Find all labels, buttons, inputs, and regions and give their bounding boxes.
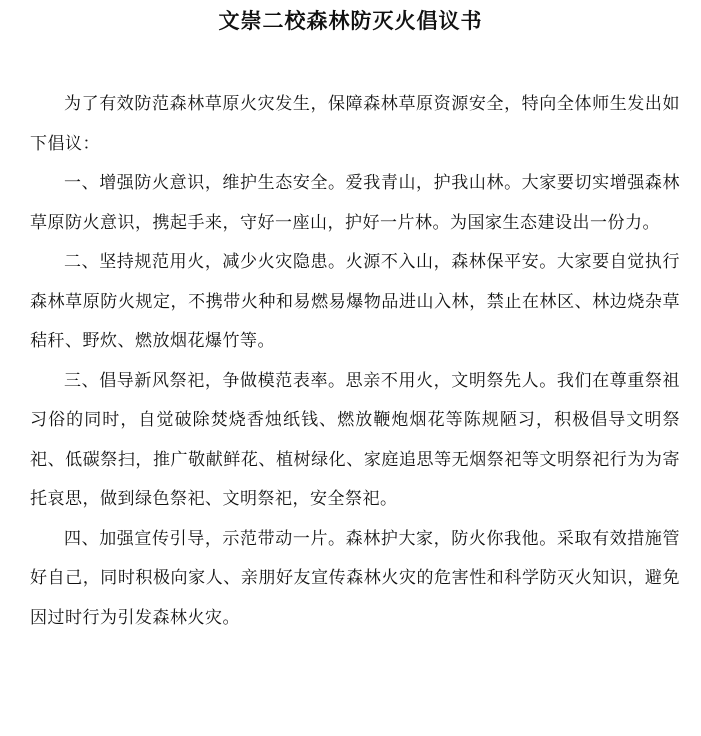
paragraph-item-1: 一、增强防火意识，维护生态安全。爱我青山，护我山林。大家要切实增强森林草原防火意识，携起手来，守好一座山，护好一片林。为国家生态建设出一份力。: [30, 173, 680, 233]
paragraph-item-4: 四、加强宣传引导，示范带动一片。森林护大家，防火你我他。采取有效措施管好自己，同时积极向家人、亲朋好友宣传森林火灾的危害性和科学防灭火知识，避免因过时行为引发森林火灾。: [30, 528, 680, 628]
paragraph-item-3: 三、倡导新风祭祀，争做模范表率。思亲不用火，文明祭先人。我们在尊重祭祖习俗的同时，自觉破除焚烧香烛纸钱、燃放鞭炮烟花等陈规陋习，积极倡导文明祭祀、低碳祭扫，推广敬献鲜花、植树绿化、家庭追思等无烟祭祀等文明祭祀行为为寄托哀思，做到绿色祭祀、文明祭祀，安全祭祀。: [30, 370, 680, 509]
paragraph-intro: 为了有效防范森林草原火灾发生，保障森林草原资源安全，特向全体师生发出如下倡议：: [30, 94, 680, 154]
document-title: 文崇二校森林防灭火倡议书: [218, 9, 483, 33]
paragraph-item-2: 二、坚持规范用火，减少火灾隐患。火源不入山，森林保平安。大家要自觉执行森林草原防火规定，不携带火种和易燃易爆物品进山入林，禁止在林区、林边烧杂草秸秆、野炊、燃放烟花爆竹等。: [30, 252, 680, 351]
document-body: [30, 85, 680, 638]
